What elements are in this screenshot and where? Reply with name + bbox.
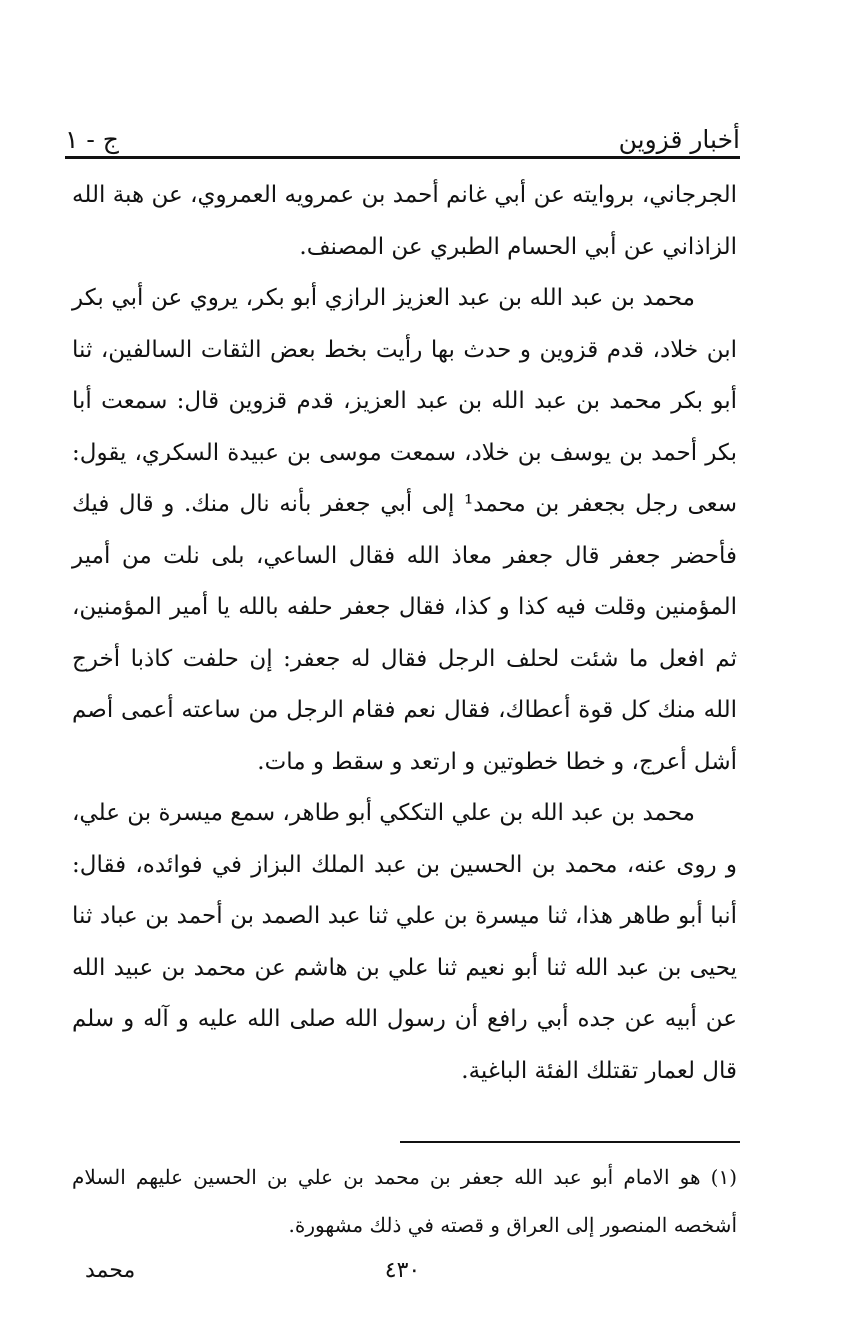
paragraph: الجرجاني، بروايته عن أبي غانم أحمد بن عمرويه العمروي، عن هبة الله الزاذاني عن أبي الحسام الطبري عن المصنف. <box>72 182 737 260</box>
page-footer <box>65 1258 740 1294</box>
footnote-rule <box>400 1141 740 1143</box>
page-number: ٤٣٠ <box>384 1258 421 1283</box>
paragraph: محمد بن عبد الله بن عبد العزيز الرازي أبو بكر، يروي عن أبي بكر ابن خلاد، قدم قزوين و حدث بها رأيت بخط بعض الثقات السالفين، ثنا أبو بكر محمد بن عبد الله بن عبد العزيز، قدم قزوين قال: سمعت أبا بكر أحمد بن يوسف بن خلاد، سمعت موسى بن عبيدة السكري، يقول: سعى رجل بجعفر بن محمد¹ إلى أبي جعفر بأنه نال منك. و قال فيك فأحضر جعفر قال جعفر معاذ الله فقال الساعي، بلى نلت من أمير المؤمنين وقلت فيه كذا و كذا، فقال جعفر حلفه بالله يا أمير المؤمنين، ثم افعل ما شئت لحلف الرجل فقال له جعفر: إن حلفت كاذبا أخرج الله منك كل قوة أعطاك، فقال نعم فقام الرجل من ساعته أعمى أصم أشل أعرج، و خطا خطوتين و ارتعد و سقط و مات. <box>72 285 737 775</box>
footnote: (١) هو الامام أبو عبد الله جعفر بن محمد بن علي بن الحسين عليهم السلام أشخصه المنصور إلى العراق و قصته في ذلك مشهورة. <box>72 1165 737 1237</box>
main-text <box>72 170 737 1097</box>
paragraph: محمد بن عبد الله بن علي التككي أبو طاهر، سمع ميسرة بن علي، و روى عنه، محمد بن الحسين بن عبد الملك البزاز في فوائده، فقال: أنبا أبو طاهر هذا، ثنا ميسرة بن علي ثنا عبد الصمد بن أحمد بن عباد ثنا يحيى بن عبد الله ثنا أبو نعيم ثنا علي بن هاشم عن محمد بن عبيد الله عن أبيه عن جده أبي رافع أن رسول الله صلى الله عليه و آله و سلم قال لعمار تقتلك الفئة الباغية. <box>72 800 737 1084</box>
book-title: أخبار قزوين <box>618 125 740 154</box>
running-header <box>65 110 740 154</box>
volume-label: ج - ١ <box>65 125 119 154</box>
header-rule <box>65 156 740 159</box>
catchword: محمد <box>85 1258 136 1283</box>
